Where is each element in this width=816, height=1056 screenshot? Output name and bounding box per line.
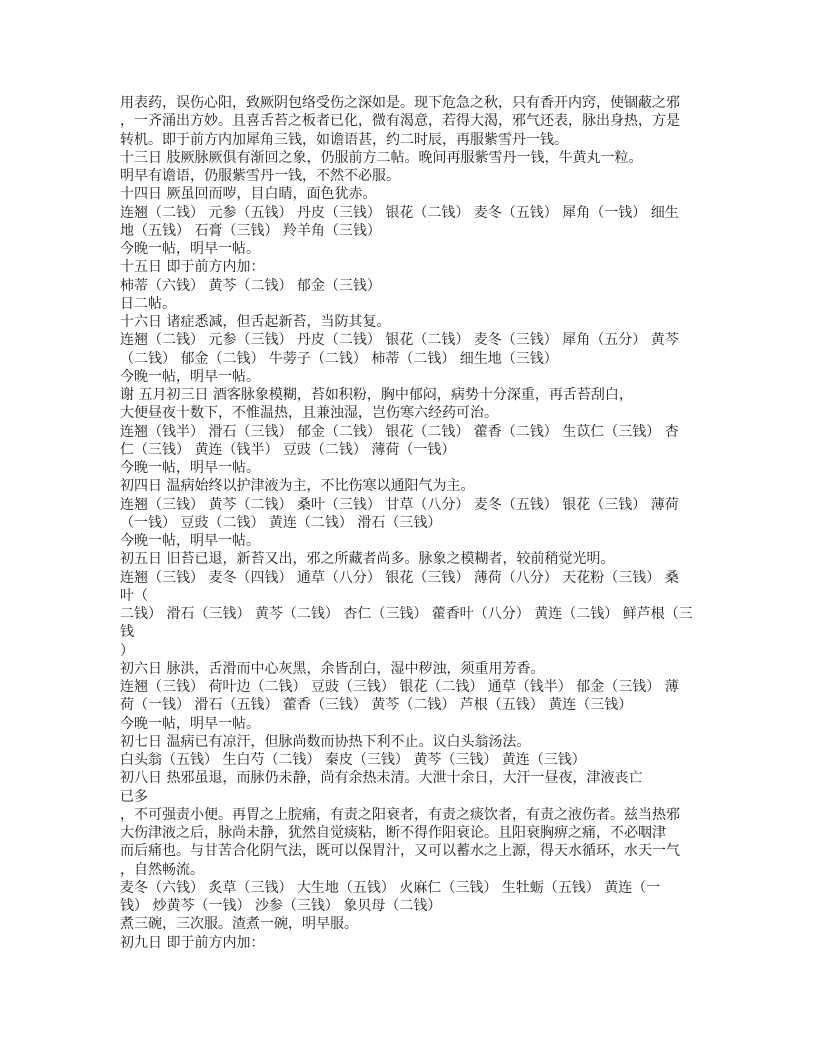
text-line: 连翘（钱半） 滑石（三钱） 郁金（二钱） 银花（二钱） 藿香（二钱） 生苡仁（三钱） 杏: [120, 423, 679, 440]
text-line: 大伤津液之后，脉尚未静，犹然自觉痰粘，断不得作阳衰论。且阳衰胸痹之痛，不必咽津: [120, 825, 666, 841]
text-line: 仁（三钱） 黄连（钱半） 豆豉（二钱） 薄荷（一钱）: [120, 441, 456, 458]
text-line: 连翘（三钱） 黄芩（二钱） 桑叶（三钱） 甘草（八分） 麦冬（五钱） 银花（三钱） 薄荷: [120, 496, 679, 513]
text-line: 连翘（三钱） 荷叶边（二钱） 豆豉（三钱） 银花（二钱） 通草（钱半） 郁金（三钱） 薄: [120, 679, 679, 695]
text-line: 初八日 热邪虽退，而脉仍未静，尚有余热未清。大泄十余日，大汗一昼夜，津液丧亡: [120, 770, 643, 787]
text-line: 今晚一帖，明早一帖。: [120, 241, 260, 257]
text-line: 用表药，误伤心阳，致厥阴包络受伤之深如是。现下危急之秋，只有香开内窍，使锢蔽之邪: [120, 95, 680, 111]
text-line: 初五日 旧苔已退，新苔又出，邪之所藏者尚多。脉象之模糊者，较前稍觉光明。: [120, 551, 615, 568]
text-line: 叶（: [120, 587, 148, 604]
text-line: 十六日 诸症悉减，但舌起新苔，当防其复。: [120, 314, 391, 330]
text-line: 钱: [120, 624, 134, 641]
text-line: ，一齐涌出方妙。且喜舌苔之板者已化，微有渴意，若得大渴，邪气还表，脉出身热，方是: [120, 113, 680, 130]
text-line: 地（五钱） 石膏（三钱） 羚羊角（三钱）: [120, 222, 381, 239]
text-line: 荷（一钱） 滑石（五钱） 藿香（三钱） 黄芩（二钱） 芦根（五钱） 黄连（三钱）: [120, 697, 633, 714]
text-line: ）: [120, 642, 134, 659]
text-line: 今晚一帖，明早一帖。: [120, 460, 260, 476]
text-line: 今晚一帖，明早一帖。: [120, 715, 260, 732]
text-line: 初六日 脉洪，舌滑而中心灰黑，余皆刮白，湿中秽浊，须重用芳香。: [120, 660, 545, 677]
text-line: 十四日 厥虽回而哕，目白睛，面色犹赤。: [120, 186, 377, 203]
text-line: （二钱） 郁金（二钱） 牛蒡子（二钱） 柿蒂（二钱） 细生地（三钱）: [120, 350, 558, 367]
text-line: 白头翁（五钱） 生白芍（二钱） 秦皮（三钱） 黄芩（三钱） 黄连（三钱）: [120, 752, 586, 768]
text-line: 麦冬（六钱） 炙草（三钱） 大生地（五钱） 火麻仁（三钱） 生牡蛎（五钱） 黄连（一: [120, 879, 661, 896]
text-line: 连翘（二钱） 元参（三钱） 丹皮（二钱） 银花（二钱） 麦冬（三钱） 犀角（五分） 黄芩: [120, 332, 679, 349]
text-line: 今晚一帖，明早一帖。: [120, 533, 260, 549]
text-line: 初七日 温病已有凉汗，但脉尚数而协热下利不止。议白头翁汤法。: [120, 733, 531, 750]
text-line: 大便昼夜十数下，不惟温热，且兼浊湿，岂伤寒六经药可治。: [120, 405, 498, 422]
text-line: 谢 五月初三日 酒客脉象模糊，苔如积粉，胸中郁闷，病势十分深重，再舌苔刮白，: [120, 387, 633, 403]
text-line: 明早有谵语，仍服紫雪丹一钱，不然不必服。: [120, 168, 400, 184]
text-line: 十五日 即于前方内加：: [120, 259, 265, 276]
text-line: 柿蒂（六钱） 黄芩（二钱） 郁金（三钱）: [120, 277, 381, 294]
text-line: 二钱） 滑石（三钱） 黄芩（二钱） 杏仁（三钱） 藿香叶（八分） 黄连（二钱） 鲜芦根（三: [120, 606, 693, 622]
text-line: 日二帖。: [120, 295, 176, 312]
text-line: 初四日 温病始终以护津液为主，不比伤寒以通阳气为主。: [120, 478, 475, 495]
text-line: 今晚一帖，明早一帖。: [120, 368, 260, 385]
text-line: 已多: [120, 788, 148, 805]
document-page: [120, 94, 710, 952]
text-line: 转机。即于前方内加犀角三钱，如谵语甚，约二时辰，再服紫雪丹一钱。: [120, 131, 568, 148]
text-line: 煮三碗，三次服。渣煮一碗，明早服。: [120, 916, 358, 933]
text-line: ，不可强责小便。再胃之上脘痛，有责之阳衰者，有责之痰饮者，有责之液伤者。兹当热邪: [120, 806, 680, 823]
text-line: （一钱） 豆豉（二钱） 黄连（二钱） 滑石（三钱）: [120, 514, 442, 531]
text-line: 十三日 肢厥脉厥俱有渐回之象，仍服前方二帖。晚间再服紫雪丹一钱，牛黄丸一粒。: [120, 149, 643, 166]
text-line: 而后痛也。与甘苦合化阴气法，既可以保胃汁，又可以蓄水之上源，得天水循环，水天一气: [120, 843, 680, 860]
text-line: 钱） 炒黄芩（一钱） 沙参（三钱） 象贝母（二钱）: [120, 898, 442, 914]
text-line: ，自然畅流。: [120, 861, 204, 878]
text-line: 连翘（三钱） 麦冬（四钱） 通草（八分） 银花（三钱） 薄荷（八分） 天花粉（三钱） 桑: [120, 569, 679, 586]
text-line: 连翘（二钱） 元参（五钱） 丹皮（三钱） 银花（二钱） 麦冬（五钱） 犀角（一钱） 细生: [120, 204, 679, 221]
text-line: 初九日 即于前方内加：: [120, 934, 265, 951]
